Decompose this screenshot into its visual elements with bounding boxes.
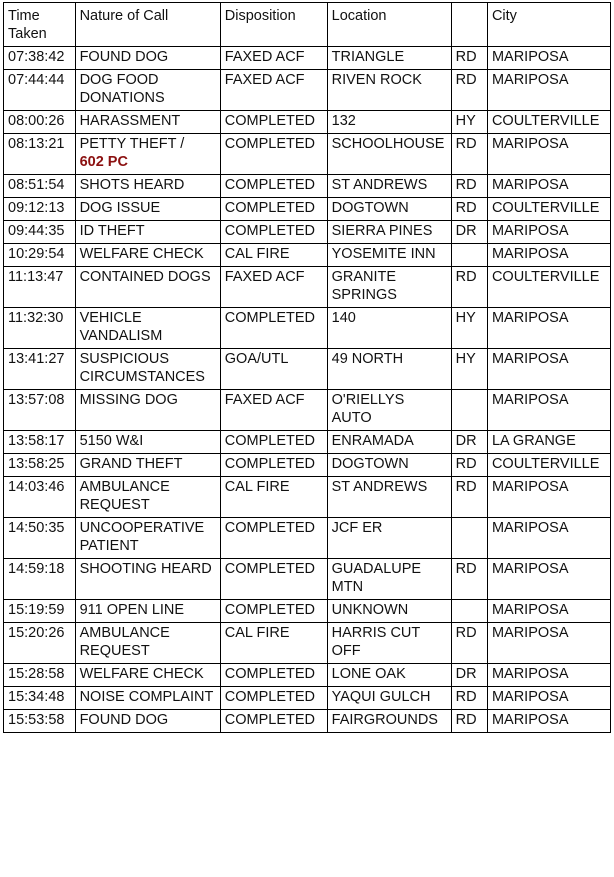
cell-street-type bbox=[451, 518, 487, 559]
cell-street-type-text: DR bbox=[455, 223, 477, 239]
header-row bbox=[4, 3, 611, 47]
cell-city-text: MARIPOSA bbox=[491, 666, 569, 682]
cell-nature-of-call bbox=[75, 431, 220, 454]
cell-disposition bbox=[220, 221, 327, 244]
header-location: Location bbox=[327, 3, 451, 47]
cell-nature-of-call bbox=[75, 687, 220, 710]
table-row bbox=[4, 349, 611, 390]
cell-time-taken bbox=[4, 623, 76, 664]
cell-location bbox=[327, 600, 451, 623]
cell-location bbox=[327, 267, 451, 308]
cell-nature-of-call-text: FOUND DOG bbox=[79, 712, 169, 728]
cell-time-taken-text: 10:29:54 bbox=[8, 246, 65, 262]
cell-disposition bbox=[220, 518, 327, 559]
header-disposition: Disposition bbox=[220, 3, 327, 47]
cell-city bbox=[487, 664, 610, 687]
cell-disposition bbox=[220, 710, 327, 733]
cell-time-taken-text: 09:44:35 bbox=[8, 223, 65, 239]
cell-location bbox=[327, 559, 451, 600]
cell-disposition bbox=[220, 623, 327, 664]
cell-street-type bbox=[451, 623, 487, 664]
cell-disposition-text: COMPLETED bbox=[224, 177, 316, 193]
cell-disposition bbox=[220, 600, 327, 623]
cell-time-taken-text: 14:03:46 bbox=[8, 479, 65, 495]
cell-street-type bbox=[451, 221, 487, 244]
cell-disposition-text: COMPLETED bbox=[224, 310, 316, 326]
cell-city-text: MARIPOSA bbox=[491, 49, 569, 65]
cell-street-type-text: RD bbox=[455, 49, 477, 65]
cell-disposition-text: COMPLETED bbox=[224, 602, 316, 618]
cell-nature-of-call-text: AMBULANCE REQUEST bbox=[79, 479, 170, 513]
cell-time-taken bbox=[4, 349, 76, 390]
cell-location-text: GUADALUPE MTN bbox=[331, 561, 422, 595]
cell-disposition bbox=[220, 244, 327, 267]
cell-disposition bbox=[220, 175, 327, 198]
cell-city bbox=[487, 47, 610, 70]
cell-location bbox=[327, 431, 451, 454]
cell-location-text: LONE OAK bbox=[331, 666, 406, 682]
cell-nature-of-call-text: SUSPICIOUS CIRCUMSTANCES bbox=[79, 351, 205, 385]
cell-city-text: MARIPOSA bbox=[491, 712, 569, 728]
cell-disposition bbox=[220, 267, 327, 308]
cell-street-type-text: RD bbox=[455, 136, 477, 152]
cell-location-text: ENRAMADA bbox=[331, 433, 414, 449]
table-row bbox=[4, 710, 611, 733]
cell-time-taken-text: 14:50:35 bbox=[8, 520, 65, 536]
table-row bbox=[4, 308, 611, 349]
cell-disposition bbox=[220, 111, 327, 134]
table-row bbox=[4, 47, 611, 70]
cell-location-text: ST ANDREWS bbox=[331, 479, 428, 495]
cell-nature-of-call bbox=[75, 623, 220, 664]
cell-time-taken-text: 07:44:44 bbox=[8, 72, 65, 88]
cell-city bbox=[487, 175, 610, 198]
cell-city bbox=[487, 111, 610, 134]
cell-disposition bbox=[220, 664, 327, 687]
cell-city-text: MARIPOSA bbox=[491, 72, 569, 88]
cell-nature-of-call bbox=[75, 70, 220, 111]
cell-disposition bbox=[220, 390, 327, 431]
cell-street-type-text: DR bbox=[455, 666, 477, 682]
cell-time-taken-text: 15:53:58 bbox=[8, 712, 65, 728]
table-row bbox=[4, 518, 611, 559]
cell-nature-of-call bbox=[75, 198, 220, 221]
cell-nature-of-call-text: AMBULANCE REQUEST bbox=[79, 625, 170, 659]
table-row bbox=[4, 623, 611, 664]
cell-disposition-text: COMPLETED bbox=[224, 456, 316, 472]
cell-location bbox=[327, 244, 451, 267]
cell-location bbox=[327, 47, 451, 70]
cell-location-text: FAIRGROUNDS bbox=[331, 712, 438, 728]
cell-city-text: MARIPOSA bbox=[491, 351, 569, 367]
cell-street-type bbox=[451, 111, 487, 134]
cell-disposition-text: COMPLETED bbox=[224, 433, 316, 449]
cell-nature-of-call-text: HARASSMENT bbox=[79, 113, 181, 129]
cell-time-taken-text: 09:12:13 bbox=[8, 200, 65, 216]
cell-nature-of-call-text: WELFARE CHECK bbox=[79, 246, 204, 262]
cell-city-text: MARIPOSA bbox=[491, 561, 569, 577]
cell-nature-of-call bbox=[75, 244, 220, 267]
table-row bbox=[4, 687, 611, 710]
cell-city-text: COULTERVILLE bbox=[491, 200, 600, 216]
cell-time-taken-text: 13:57:08 bbox=[8, 392, 65, 408]
cell-nature-of-call-text: VEHICLE VANDALISM bbox=[79, 310, 163, 344]
cell-nature-of-call-text: 911 OPEN LINE bbox=[79, 602, 185, 618]
header-nature-of-call: Nature of Call bbox=[75, 3, 220, 47]
header-city: City bbox=[487, 3, 610, 47]
cell-disposition-text: COMPLETED bbox=[224, 223, 316, 239]
table-row bbox=[4, 70, 611, 111]
cell-city bbox=[487, 559, 610, 600]
cell-location-text: TRIANGLE bbox=[331, 49, 405, 65]
cell-city-text: COULTERVILLE bbox=[491, 456, 600, 472]
cell-disposition bbox=[220, 431, 327, 454]
table-row bbox=[4, 600, 611, 623]
cell-disposition-text: GOA/UTL bbox=[224, 351, 289, 367]
cell-disposition-text: COMPLETED bbox=[224, 712, 316, 728]
cell-time-taken-text: 15:20:26 bbox=[8, 625, 65, 641]
cell-disposition-text: FAXED ACF bbox=[224, 49, 305, 65]
cell-time-taken bbox=[4, 244, 76, 267]
cell-nature-of-call-text: WELFARE CHECK bbox=[79, 666, 204, 682]
cell-disposition bbox=[220, 47, 327, 70]
cell-city-text: MARIPOSA bbox=[491, 136, 569, 152]
cell-disposition bbox=[220, 477, 327, 518]
cell-disposition bbox=[220, 559, 327, 600]
cell-nature-of-call-text: ID THEFT bbox=[79, 223, 145, 239]
cell-street-type-text: HY bbox=[455, 351, 476, 367]
cell-street-type bbox=[451, 454, 487, 477]
cell-time-taken bbox=[4, 70, 76, 111]
cell-location-text: UNKNOWN bbox=[331, 602, 409, 618]
cell-city-text: MARIPOSA bbox=[491, 479, 569, 495]
cell-city bbox=[487, 70, 610, 111]
cell-nature-of-call bbox=[75, 477, 220, 518]
cell-location bbox=[327, 390, 451, 431]
cell-city-text: MARIPOSA bbox=[491, 625, 569, 641]
cell-location-text: YOSEMITE INN bbox=[331, 246, 436, 262]
cell-disposition-text: COMPLETED bbox=[224, 689, 316, 705]
cell-nature-of-call-text: GRAND THEFT bbox=[79, 456, 183, 472]
cell-time-taken bbox=[4, 47, 76, 70]
cell-time-taken bbox=[4, 664, 76, 687]
cell-city-text: MARIPOSA bbox=[491, 602, 569, 618]
cell-street-type bbox=[451, 559, 487, 600]
cell-location-text: ST ANDREWS bbox=[331, 177, 428, 193]
cell-city-text: COULTERVILLE bbox=[491, 113, 600, 129]
table-row bbox=[4, 175, 611, 198]
cell-nature-of-call-text: DOG ISSUE bbox=[79, 200, 161, 216]
cell-disposition-text: FAXED ACF bbox=[224, 269, 305, 285]
cell-nature-of-call bbox=[75, 134, 220, 175]
cell-street-type bbox=[451, 267, 487, 308]
header-street-type bbox=[451, 3, 487, 47]
cell-location bbox=[327, 687, 451, 710]
cell-city bbox=[487, 244, 610, 267]
cell-location-text: DOGTOWN bbox=[331, 200, 409, 216]
cell-street-type-text: RD bbox=[455, 712, 477, 728]
cell-street-type-text: RD bbox=[455, 625, 477, 641]
table-row bbox=[4, 390, 611, 431]
cell-location-text: O'RIELLYS AUTO bbox=[331, 392, 405, 426]
cell-location bbox=[327, 454, 451, 477]
cell-location-text: SCHOOLHOUSE bbox=[331, 136, 445, 152]
cell-disposition-text: COMPLETED bbox=[224, 136, 316, 152]
cell-street-type-text: RD bbox=[455, 689, 477, 705]
call-log-table bbox=[3, 2, 611, 733]
cell-disposition-text: CAL FIRE bbox=[224, 246, 290, 262]
cell-street-type bbox=[451, 134, 487, 175]
table-row bbox=[4, 431, 611, 454]
cell-time-taken-text: 08:00:26 bbox=[8, 113, 65, 129]
cell-disposition-text: COMPLETED bbox=[224, 666, 316, 682]
cell-nature-of-call bbox=[75, 111, 220, 134]
cell-street-type-text: RD bbox=[455, 177, 477, 193]
cell-location bbox=[327, 623, 451, 664]
cell-time-taken bbox=[4, 518, 76, 559]
cell-time-taken-text: 14:59:18 bbox=[8, 561, 65, 577]
cell-city bbox=[487, 687, 610, 710]
cell-location bbox=[327, 710, 451, 733]
cell-location-text: RIVEN ROCK bbox=[331, 72, 422, 88]
table-row bbox=[4, 267, 611, 308]
cell-location-text: JCF ER bbox=[331, 520, 383, 536]
cell-disposition bbox=[220, 687, 327, 710]
cell-time-taken bbox=[4, 710, 76, 733]
cell-nature-of-call-text: MISSING DOG bbox=[79, 392, 178, 408]
cell-nature-of-call-text: PETTY THEFT / bbox=[79, 136, 185, 152]
cell-city-text: MARIPOSA bbox=[491, 223, 569, 239]
cell-time-taken bbox=[4, 390, 76, 431]
cell-time-taken bbox=[4, 431, 76, 454]
cell-nature-of-call-text: FOUND DOG bbox=[79, 49, 169, 65]
cell-street-type-text: HY bbox=[455, 113, 476, 129]
cell-street-type bbox=[451, 244, 487, 267]
cell-nature-of-call bbox=[75, 518, 220, 559]
cell-time-taken bbox=[4, 221, 76, 244]
cell-disposition-text: COMPLETED bbox=[224, 113, 316, 129]
cell-city-text: MARIPOSA bbox=[491, 392, 569, 408]
table-row bbox=[4, 111, 611, 134]
cell-disposition bbox=[220, 308, 327, 349]
cell-location-text: SIERRA PINES bbox=[331, 223, 433, 239]
cell-street-type-text: RD bbox=[455, 479, 477, 495]
cell-time-taken-text: 07:38:42 bbox=[8, 49, 65, 65]
cell-time-taken bbox=[4, 454, 76, 477]
cell-city bbox=[487, 349, 610, 390]
table-header bbox=[4, 3, 611, 47]
table-row bbox=[4, 664, 611, 687]
cell-street-type bbox=[451, 431, 487, 454]
cell-nature-of-call-text: CONTAINED DOGS bbox=[79, 269, 211, 285]
cell-location-text: DOGTOWN bbox=[331, 456, 409, 472]
table-row bbox=[4, 198, 611, 221]
cell-nature-of-call bbox=[75, 390, 220, 431]
cell-disposition-text: CAL FIRE bbox=[224, 625, 290, 641]
cell-location-text: YAQUI GULCH bbox=[331, 689, 431, 705]
cell-street-type bbox=[451, 308, 487, 349]
cell-location-text: 140 bbox=[331, 310, 356, 326]
cell-nature-of-call bbox=[75, 664, 220, 687]
cell-time-taken bbox=[4, 134, 76, 175]
cell-time-taken bbox=[4, 559, 76, 600]
cell-street-type bbox=[451, 198, 487, 221]
cell-time-taken bbox=[4, 111, 76, 134]
cell-city-text: MARIPOSA bbox=[491, 246, 569, 262]
cell-location bbox=[327, 349, 451, 390]
cell-location-text: 49 NORTH bbox=[331, 351, 404, 367]
cell-city bbox=[487, 267, 610, 308]
cell-street-type-text: RD bbox=[455, 456, 477, 472]
cell-time-taken bbox=[4, 308, 76, 349]
table-row bbox=[4, 244, 611, 267]
cell-street-type-text: RD bbox=[455, 269, 477, 285]
cell-disposition bbox=[220, 198, 327, 221]
cell-disposition bbox=[220, 134, 327, 175]
cell-time-taken-text: 15:34:48 bbox=[8, 689, 65, 705]
cell-street-type bbox=[451, 710, 487, 733]
cell-location bbox=[327, 111, 451, 134]
cell-location bbox=[327, 308, 451, 349]
cell-street-type bbox=[451, 687, 487, 710]
cell-city-text: COULTERVILLE bbox=[491, 269, 600, 285]
cell-city-text: LA GRANGE bbox=[491, 433, 576, 449]
cell-nature-of-call bbox=[75, 454, 220, 477]
cell-time-taken bbox=[4, 600, 76, 623]
cell-nature-of-call bbox=[75, 175, 220, 198]
cell-location-text: HARRIS CUT OFF bbox=[331, 625, 420, 659]
cell-street-type-text: HY bbox=[455, 310, 476, 326]
cell-nature-of-call bbox=[75, 47, 220, 70]
cell-time-taken bbox=[4, 267, 76, 308]
cell-time-taken bbox=[4, 198, 76, 221]
table-row bbox=[4, 477, 611, 518]
cell-nature-of-call-text: SHOOTING HEARD bbox=[79, 561, 212, 577]
cell-time-taken bbox=[4, 175, 76, 198]
cell-nature-of-call-text: DOG FOOD DONATIONS bbox=[79, 72, 165, 106]
cell-street-type-text: DR bbox=[455, 433, 477, 449]
table-body bbox=[4, 47, 611, 733]
cell-city bbox=[487, 600, 610, 623]
cell-location bbox=[327, 518, 451, 559]
cell-nature-of-call bbox=[75, 221, 220, 244]
cell-nature-of-call-text: 5150 W&I bbox=[79, 433, 144, 449]
cell-city-text: MARIPOSA bbox=[491, 520, 569, 536]
cell-disposition-text: COMPLETED bbox=[224, 200, 316, 216]
cell-city bbox=[487, 454, 610, 477]
penal-code-highlight: 602 PC bbox=[79, 154, 128, 170]
cell-street-type-text: RD bbox=[455, 561, 477, 577]
cell-street-type-text: RD bbox=[455, 72, 477, 88]
table-row bbox=[4, 559, 611, 600]
cell-city-text: MARIPOSA bbox=[491, 689, 569, 705]
cell-nature-of-call-text: UNCOOPERATIVE PATIENT bbox=[79, 520, 205, 554]
cell-city bbox=[487, 710, 610, 733]
cell-location bbox=[327, 175, 451, 198]
cell-nature-of-call bbox=[75, 267, 220, 308]
cell-street-type bbox=[451, 664, 487, 687]
table-row bbox=[4, 134, 611, 175]
cell-time-taken bbox=[4, 687, 76, 710]
cell-street-type bbox=[451, 70, 487, 111]
cell-disposition-text: COMPLETED bbox=[224, 561, 316, 577]
cell-disposition-text: FAXED ACF bbox=[224, 392, 305, 408]
cell-location bbox=[327, 70, 451, 111]
cell-street-type-text: RD bbox=[455, 200, 477, 216]
cell-city bbox=[487, 431, 610, 454]
table-row bbox=[4, 221, 611, 244]
cell-disposition-text: FAXED ACF bbox=[224, 72, 305, 88]
cell-city bbox=[487, 390, 610, 431]
cell-time-taken-text: 13:58:17 bbox=[8, 433, 65, 449]
cell-city bbox=[487, 477, 610, 518]
cell-street-type bbox=[451, 175, 487, 198]
cell-city bbox=[487, 134, 610, 175]
cell-disposition bbox=[220, 454, 327, 477]
table-row bbox=[4, 454, 611, 477]
cell-location bbox=[327, 198, 451, 221]
cell-time-taken-text: 15:19:59 bbox=[8, 602, 65, 618]
cell-location bbox=[327, 477, 451, 518]
cell-nature-of-call bbox=[75, 710, 220, 733]
header-time-taken: Time Taken bbox=[4, 3, 76, 47]
cell-disposition bbox=[220, 349, 327, 390]
cell-street-type bbox=[451, 349, 487, 390]
cell-time-taken-text: 11:32:30 bbox=[8, 310, 64, 326]
cell-nature-of-call-text: SHOTS HEARD bbox=[79, 177, 185, 193]
cell-time-taken bbox=[4, 477, 76, 518]
cell-nature-of-call bbox=[75, 308, 220, 349]
cell-location-text: GRANITE SPRINGS bbox=[331, 269, 397, 303]
cell-nature-of-call-text: NOISE COMPLAINT bbox=[79, 689, 214, 705]
cell-disposition-text: CAL FIRE bbox=[224, 479, 290, 495]
cell-street-type bbox=[451, 477, 487, 518]
cell-nature-of-call bbox=[75, 559, 220, 600]
cell-time-taken-text: 08:13:21 bbox=[8, 136, 65, 152]
cell-street-type bbox=[451, 600, 487, 623]
cell-location-text: 132 bbox=[331, 113, 356, 129]
cell-location bbox=[327, 664, 451, 687]
cell-city bbox=[487, 198, 610, 221]
cell-time-taken-text: 08:51:54 bbox=[8, 177, 65, 193]
cell-location bbox=[327, 221, 451, 244]
cell-disposition-text: COMPLETED bbox=[224, 520, 316, 536]
cell-time-taken-text: 11:13:47 bbox=[8, 269, 64, 285]
cell-city-text: MARIPOSA bbox=[491, 310, 569, 326]
cell-city bbox=[487, 623, 610, 664]
cell-city-text: MARIPOSA bbox=[491, 177, 569, 193]
cell-nature-of-call bbox=[75, 600, 220, 623]
cell-time-taken-text: 15:28:58 bbox=[8, 666, 65, 682]
cell-street-type bbox=[451, 47, 487, 70]
cell-location bbox=[327, 134, 451, 175]
cell-street-type bbox=[451, 390, 487, 431]
cell-time-taken-text: 13:58:25 bbox=[8, 456, 65, 472]
cell-nature-of-call bbox=[75, 349, 220, 390]
cell-city bbox=[487, 221, 610, 244]
cell-city bbox=[487, 518, 610, 559]
cell-time-taken-text: 13:41:27 bbox=[8, 351, 65, 367]
cell-city bbox=[487, 308, 610, 349]
cell-disposition bbox=[220, 70, 327, 111]
